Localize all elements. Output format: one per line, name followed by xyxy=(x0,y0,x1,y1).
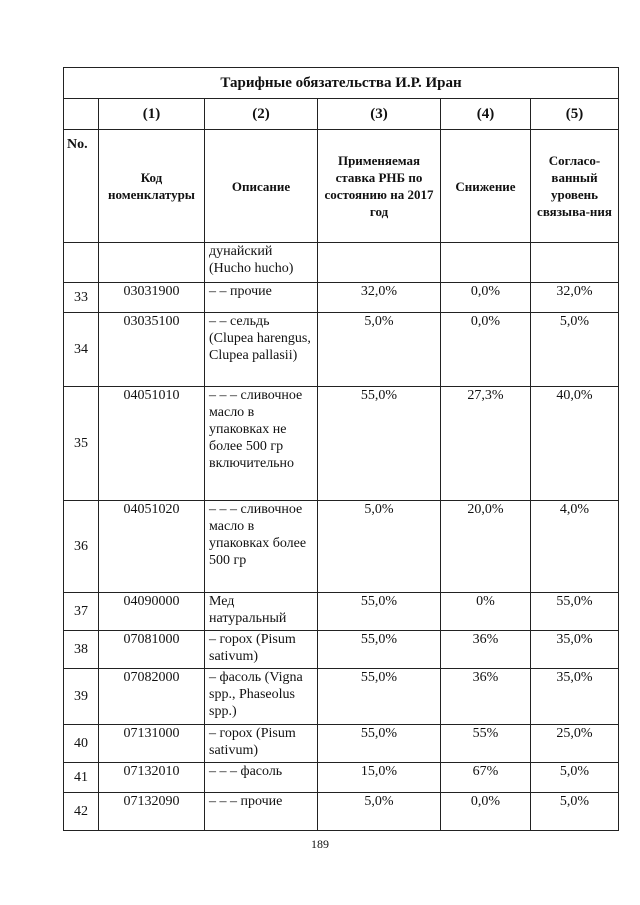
cell-bound: 35,0% xyxy=(531,631,619,669)
header-rate: Применяемая ставка РНБ по состоянию на 2017 год xyxy=(318,130,441,243)
cell-reduction: 0,0% xyxy=(441,283,531,313)
cell-rate: 55,0% xyxy=(318,631,441,669)
cell-bound: 35,0% xyxy=(531,669,619,725)
cell-no: 35 xyxy=(64,387,99,501)
cell-rate: 55,0% xyxy=(318,593,441,631)
cell-reduction: 0% xyxy=(441,593,531,631)
page-number: 189 xyxy=(311,837,329,851)
cell-no: 39 xyxy=(64,669,99,725)
tariff-table xyxy=(63,67,619,831)
cell-reduction: 0,0% xyxy=(441,313,531,387)
table-row xyxy=(64,763,619,793)
header-row xyxy=(64,130,619,243)
cell-bound xyxy=(531,243,619,283)
column-number: (2) xyxy=(205,99,318,130)
cell-code: 03035100 xyxy=(99,313,205,387)
cell-bound: 5,0% xyxy=(531,793,619,831)
table-row xyxy=(64,631,619,669)
cell-reduction: 27,3% xyxy=(441,387,531,501)
cell-bound: 5,0% xyxy=(531,313,619,387)
column-number: (5) xyxy=(531,99,619,130)
cell-code xyxy=(99,243,205,283)
table-row xyxy=(64,669,619,725)
cell-no: 38 xyxy=(64,631,99,669)
cell-no: 42 xyxy=(64,793,99,831)
cell-description: – – – сливочное масло в упаковках не более 500 гр включительно xyxy=(205,387,318,501)
cell-bound: 5,0% xyxy=(531,763,619,793)
cell-description: – горох (Pisum sativum) xyxy=(205,631,318,669)
cell-code: 07131000 xyxy=(99,725,205,763)
cell-reduction: 20,0% xyxy=(441,501,531,593)
table-body xyxy=(64,283,619,831)
cell-code: 07132010 xyxy=(99,763,205,793)
cell-reduction: 55% xyxy=(441,725,531,763)
column-number: (3) xyxy=(318,99,441,130)
header-reduction: Снижение xyxy=(441,130,531,243)
cell-code: 07081000 xyxy=(99,631,205,669)
cell-description: – – сельдь (Clupea harengus, Clupea pallasii) xyxy=(205,313,318,387)
cell-description: – горох (Pisum sativum) xyxy=(205,725,318,763)
cell-rate: 5,0% xyxy=(318,793,441,831)
column-number-empty xyxy=(64,99,99,130)
cell-description: Мед натуральный xyxy=(205,593,318,631)
cell-description: – – – фасоль xyxy=(205,763,318,793)
continuation-row xyxy=(64,243,619,283)
cell-bound: 25,0% xyxy=(531,725,619,763)
cell-description: – – прочие xyxy=(205,283,318,313)
cell-description: – – – сливочное масло в упаковках более 500 гр xyxy=(205,501,318,593)
cell-reduction: 36% xyxy=(441,669,531,725)
cell-code: 07132090 xyxy=(99,793,205,831)
cell-reduction: 0,0% xyxy=(441,793,531,831)
cell-reduction: 36% xyxy=(441,631,531,669)
cell-no: 37 xyxy=(64,593,99,631)
cell-bound: 4,0% xyxy=(531,501,619,593)
cell-code: 07082000 xyxy=(99,669,205,725)
cell-code: 04090000 xyxy=(99,593,205,631)
table-row xyxy=(64,313,619,387)
cell-code: 04051010 xyxy=(99,387,205,501)
cell-rate: 55,0% xyxy=(318,725,441,763)
header-code: Код номенклатуры xyxy=(99,130,205,243)
cell-no xyxy=(64,243,99,283)
table-row xyxy=(64,501,619,593)
cell-reduction xyxy=(441,243,531,283)
table-row xyxy=(64,387,619,501)
header-bound: Согласо-ванный уровень связыва-ния xyxy=(531,130,619,243)
column-number: (4) xyxy=(441,99,531,130)
cell-no: 40 xyxy=(64,725,99,763)
cell-bound: 40,0% xyxy=(531,387,619,501)
cell-reduction: 67% xyxy=(441,763,531,793)
cell-description: – фасоль (Vigna spp., Phaseolus spp.) xyxy=(205,669,318,725)
cell-no: 33 xyxy=(64,283,99,313)
table-row xyxy=(64,725,619,763)
cell-no: 34 xyxy=(64,313,99,387)
cell-rate: 15,0% xyxy=(318,763,441,793)
column-number-row xyxy=(64,99,619,130)
table-row xyxy=(64,793,619,831)
table-title: Тарифные обязательства И.Р. Иран xyxy=(64,68,619,99)
cell-code: 04051020 xyxy=(99,501,205,593)
cell-rate: 32,0% xyxy=(318,283,441,313)
column-number: (1) xyxy=(99,99,205,130)
table-row xyxy=(64,593,619,631)
header-description: Описание xyxy=(205,130,318,243)
table-row xyxy=(64,283,619,313)
cell-rate: 5,0% xyxy=(318,313,441,387)
header-no: No. xyxy=(64,130,99,243)
cell-rate: 55,0% xyxy=(318,387,441,501)
cell-bound: 55,0% xyxy=(531,593,619,631)
cell-no: 41 xyxy=(64,763,99,793)
cell-description: дунайский (Hucho hucho) xyxy=(205,243,318,283)
cell-description: – – – прочие xyxy=(205,793,318,831)
cell-rate xyxy=(318,243,441,283)
cell-code: 03031900 xyxy=(99,283,205,313)
cell-rate: 55,0% xyxy=(318,669,441,725)
cell-no: 36 xyxy=(64,501,99,593)
cell-rate: 5,0% xyxy=(318,501,441,593)
cell-bound: 32,0% xyxy=(531,283,619,313)
